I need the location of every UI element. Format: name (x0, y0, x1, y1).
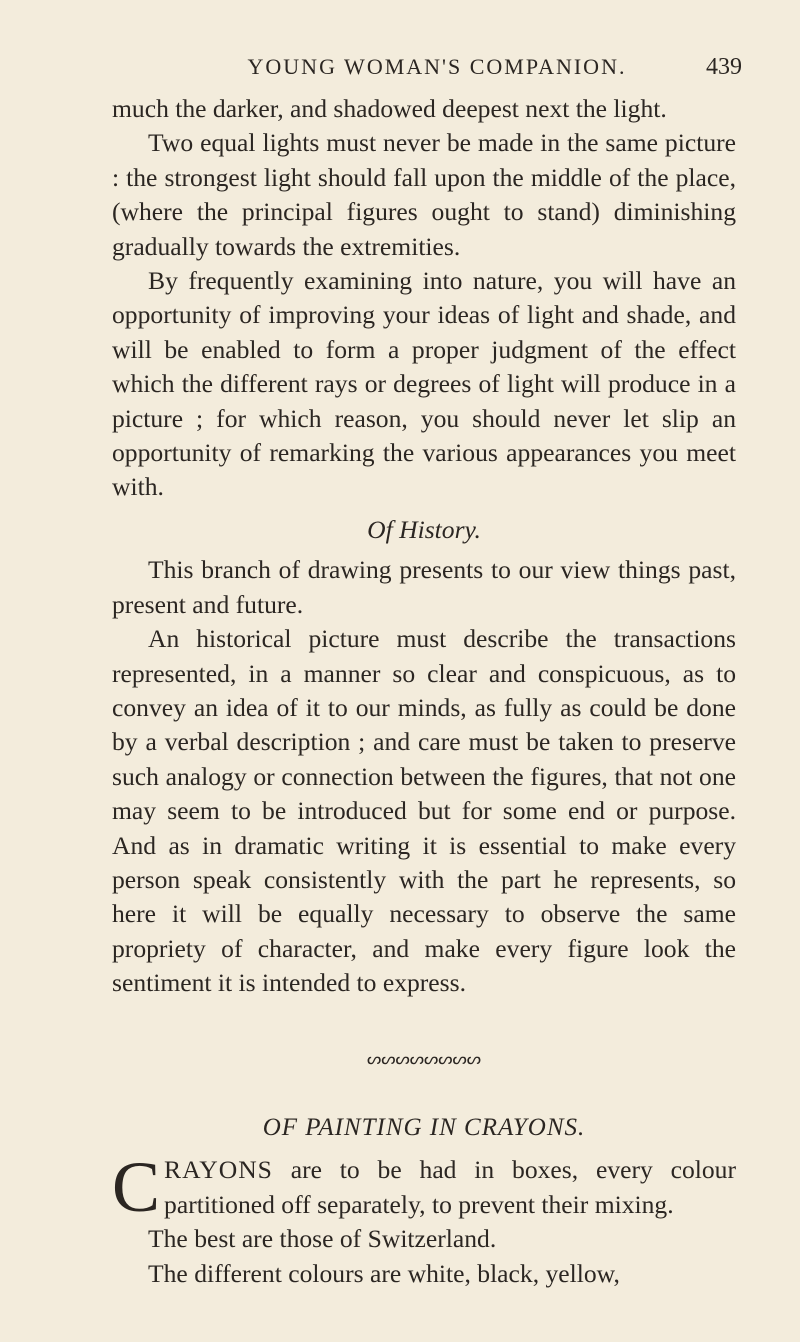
paragraph: This branch of drawing presents to our view things past, present and future. (112, 555, 736, 619)
running-head (112, 54, 742, 84)
ornament-divider: ᔕᔕᔕᔕᔕᔕᔕᔕ (366, 1050, 482, 1068)
drop-cap: C (112, 1147, 161, 1228)
running-title: YOUNG WOMAN'S COMPANION. (247, 54, 627, 79)
page-number: 439 (706, 54, 742, 80)
paragraph: An historical picture must describe the transactions represented, in a manner so clear and conspicuous, as to convey an idea of it to our minds, as fully as could be done by a verbal description ; and care must be taken to preserve such analogy or connection between the figures, that not one may seem to be introduced but for some end or purpose. And as in dramatic writing it is essential to make every person speak consistently with the part he represents, so here it will be equally necessary to observe the same propriety of character, and make every figure look the sentiment it is intended to express. (112, 624, 736, 998)
history-heading: Of History. (367, 514, 481, 544)
section-title: OF PAINTING IN CRAYONS. (262, 1113, 586, 1141)
paragraph: Two equal lights must never be made in the same picture : the strongest light should fall upon the middle of the place, (where the principal figures ought to stand) diminishing gradually towards the extremities. (112, 128, 736, 261)
first-word: RAYONS (164, 1155, 273, 1185)
page-body (112, 92, 736, 1291)
paragraph: The different colours are white, black, yellow, (148, 1258, 620, 1288)
paragraph: much the darker, and shadowed deepest next the light. (112, 94, 667, 123)
paragraph (112, 1147, 736, 1228)
paragraph: By frequently examining into nature, you will have an opportunity of improving your ideas of light and shade, and will be enabled to form a proper judgment of the effect which the different rays or degrees of light will produce in a picture ; for which reason, you should never let slip an opportunity of remarking the various appearances you meet with. (112, 266, 736, 502)
paragraph-text: are to be had in boxes, every colour partitioned off separately, to prevent their mixing. (164, 1155, 736, 1219)
paragraph: The best are those of Switzerland. (148, 1224, 497, 1254)
